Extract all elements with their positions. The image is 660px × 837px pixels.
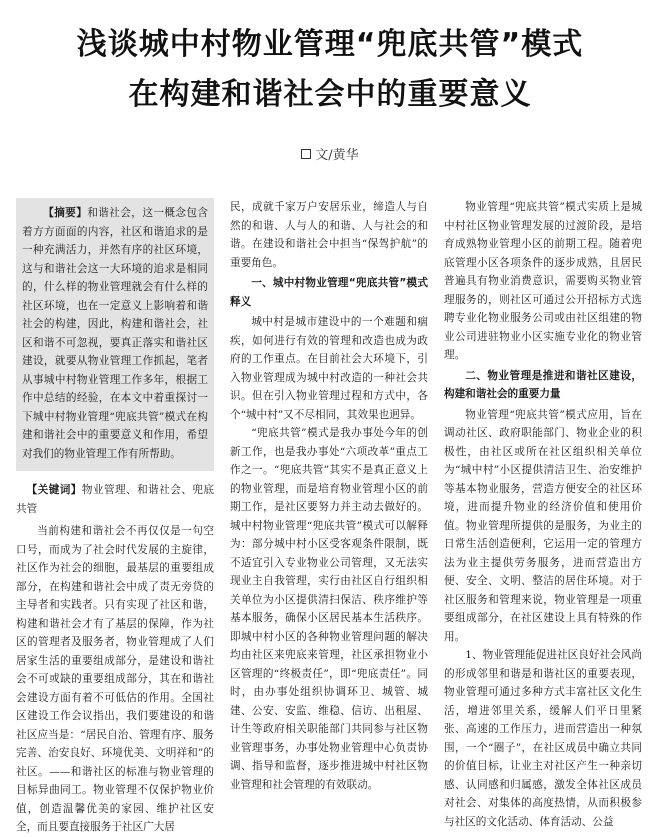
abstract-label: 【摘要】 xyxy=(43,207,88,219)
paragraph: 民，成就千家万户安居乐业，缔造人与自然的和谐、人与人的和谐、人与社会的和谐。在建设和谐社会中担当“保驾护航”的重要角色。 xyxy=(230,201,428,269)
article-title-line2: 在构建和谐社会中的重要意义 xyxy=(128,77,532,112)
paragraph: 当前构建和谐社会不再仅仅是一句空口号，而成为了社会时代发展的主旋律，社区作为社会的细胞，最基层的重要组成部分，在构建和谐社会中成了责无旁贷的主导者和实践者。只有实现了社区和谐，构建和谐社会才有了基层的保障，作为社区的管理者及服务者，物业管理成了人们居家生活的重要组成部分，是建设和谐社会不可或缺的重要组成部分，其在和谐社会建设方面有着不可低估的作用。全国社区建设工作会议指出，我们要建设的和谐社区应当是：“居民自治、管理有序、服务完善、治安良好、环境优美、文明祥和”的社区。——和谐社区的标准与物业管理的目标异曲同工。物业管理不仅保护物业价值，创造温馨优美的家园、维护社区安全，而且要直接服务于社区广大居 xyxy=(16,525,214,833)
paragraph: 物业管理“兜底共管”模式实质上是城中村社区物业管理发展的过渡阶段，是培育成熟物业管理小区的前期工程。随着兜底管理小区各项条件的逐步成熟，且居民普遍具有物业消费意识，需要购买物业管理服务的，则社区可通过公开招标方式选聘专业化物业服务公司或由社区组建的物业公司进驻物业小区实施专业化的物业管理。 xyxy=(444,201,642,361)
keywords-label: 【关键词】 xyxy=(26,484,82,496)
paragraph: 城中村是城市建设中的一个难题和痼疾，如何进行有效的管理和改造也成为政府的工作重点。在目前社会大环境下，引入物业管理成为城中村改造的一种社会共识。但在引入物业管理过程和方式中，各个“城中村”又不尽相同，其效果也迥异。 xyxy=(230,316,428,421)
column-1 xyxy=(16,198,215,833)
paragraph: 物业管理“兜底共管”模式应用，旨在调动社区、政府职能部门、物业企业的积极性，由社区或所在社区组织相关单位为“城中村”小区提供清洁卫生、治安维护等基本物业服务，营造方便安全的社区环境，进而提升物业的经济价值和使用价值。物业管理所提供的是服务，为业主的日常生活创造便利，它运用一定的管理方法为业主提供劳务服务，进而营造出方便、安全、文明、整洁的居住环境。对于社区服务和管理来说，物业管理是一项重要组成部分，在社区建设上具有特殊的作用。 xyxy=(444,408,642,643)
column-3 xyxy=(444,198,642,828)
author-line xyxy=(16,144,644,163)
section-heading-1: 一、城中村物业管理“兜底共管”模式释义 xyxy=(230,277,428,308)
abstract-box xyxy=(16,198,214,471)
article-body xyxy=(16,198,644,833)
keywords-text: 物业管理、和谐社会、兜底共管 xyxy=(16,484,215,515)
section-heading-2: 二、物业管理是推进和谐社区建设，构建和谐社会的重要力量 xyxy=(444,369,642,400)
author-name: 文/黄华 xyxy=(315,148,359,163)
paragraph: “兜底共管”模式是我办事处今年的创新工作，也是我办事处“六项改革”重点工作之一。“兜底共管”其实不是真正意义上的物业管理，而是培育物业管理小区的前期工作，是社区要努力并主动去做好的。城中村物业管理“兜底共管”模式可以解释为：部分城中村小区受客观条件限制，既不适宜引入专业物业公司管理，又无法实现业主自我管理，实行由社区自行组织相关单位为小区提供清扫保洁、秩序维护等基本服务，确保小区居民基本生活秩序。即城中村小区的各种物业管理问题的解决均由社区来兜底来管理，社区承担物业小区管理的“终极责任”，即“兜底责任”。同时，由办事处组织协调环卫、城管、城建、公安、安监、维稳、信访、出租屋、计生等政府相关职能部门共同参与社区物业管理事务，办事处物业管理中心负责协调、指导和监督，逐步推进城中村社区物业管理和社会管理的有效联动。 xyxy=(230,427,428,791)
square-bullet-icon xyxy=(301,149,311,159)
keywords xyxy=(16,481,214,518)
article-page xyxy=(0,20,660,833)
article-title-line1: 浅谈城中村物业管理“兜底共管”模式 xyxy=(76,27,584,62)
paragraph: 1、物业管理能促进社区良好社会风尚的形成邻里和谐是和谐社区的重要表现，物业管理可通过多种方式丰富社区文化生活，增进邻里关系，缓解人们平日里紧张、高速的工作压力，进而营造出一种氛围，一个“圈子”，在社区成员中确立共同的价值目标，让业主对社区产生一种亲切感、认同感和归属感，激发全体社区成员对社会、对集体的高度热情，从而积极参与社区的文化活动、体育活动、公益 xyxy=(444,649,642,828)
column-2 xyxy=(230,198,428,814)
abstract-text: 和谐社会，这一概念包含着方方面面的内容，社区和谐追求的是一种充满活力，并然有序的社区环境，这与和谐社会这一大环境的追求是相同的，什么样的物业管理就会有什么样的社区环境，也在一定意义上影响着和谐社会的构建，因此，构建和谐社会，社区和谐不可忽视，要真正落实和谐社区建设，就要从物业管理工作抓起，笔者从事城中村物业管理工作多年，根据工作中总结的经验，在本文中着重探讨一下城中村物业管理“兜底共管”模式在构建和谐社会中的重要意义和作用，希望对我们的物业管理工作有所帮助。 xyxy=(22,207,208,460)
